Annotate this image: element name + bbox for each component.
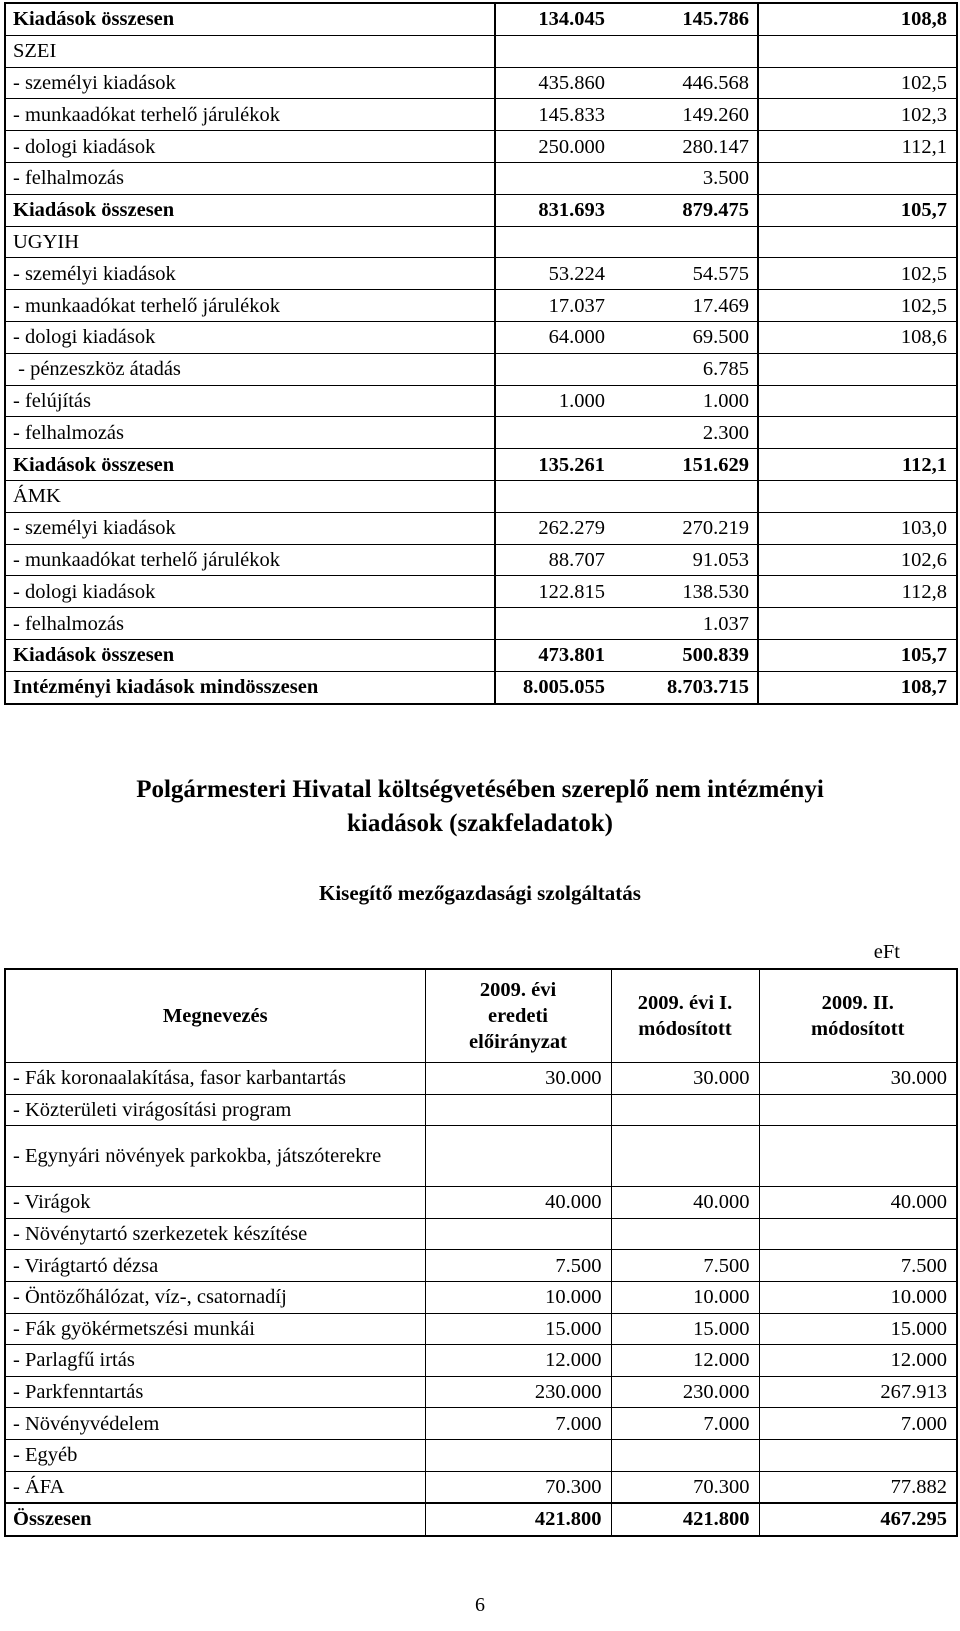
header-col3-line: módosított	[811, 1018, 905, 1040]
detail-original: 7.500	[425, 1250, 611, 1282]
detail-row	[5, 1313, 957, 1345]
detail-label: - Egynyári növények parkokba, játszóterekre	[5, 1126, 425, 1187]
detail-modified-2: 7.500	[759, 1250, 957, 1282]
detail-modified-2: 7.000	[759, 1408, 957, 1440]
detail-modified-2: 10.000	[759, 1281, 957, 1313]
summary-value-1: 64.000	[495, 321, 613, 353]
summary-value-1	[495, 480, 613, 512]
summary-index: 105,7	[758, 639, 957, 671]
summary-index: 102,5	[758, 67, 957, 99]
summary-row	[5, 449, 957, 481]
detail-label: - Fák koronaalakítása, fasor karbantartás	[5, 1063, 425, 1095]
summary-label: - személyi kiadások	[5, 67, 495, 99]
summary-label: - dologi kiadások	[5, 576, 495, 608]
summary-index: 112,1	[758, 449, 957, 481]
summary-index: 108,6	[758, 321, 957, 353]
summary-index	[758, 385, 957, 417]
header-name: Megnevezés	[5, 969, 425, 1063]
summary-value-2: 280.147	[613, 131, 758, 163]
summary-row	[5, 544, 957, 576]
detail-modified-2: 40.000	[759, 1187, 957, 1219]
summary-value-1: 831.693	[495, 194, 613, 226]
summary-index: 112,8	[758, 576, 957, 608]
summary-row	[5, 608, 957, 640]
summary-index	[758, 417, 957, 449]
summary-row	[5, 162, 957, 194]
summary-label: ÁMK	[5, 480, 495, 512]
detail-original: 7.000	[425, 1408, 611, 1440]
summary-value-2: 6.785	[613, 353, 758, 385]
detail-modified-1: 30.000	[611, 1063, 759, 1095]
summary-label: Kiadások összesen	[5, 639, 495, 671]
detail-modified-2	[759, 1126, 957, 1187]
detail-modified-1: 40.000	[611, 1187, 759, 1219]
detail-modified-1: 15.000	[611, 1313, 759, 1345]
summary-row	[5, 671, 957, 703]
detail-row	[5, 1408, 957, 1440]
detail-original: 421.800	[425, 1503, 611, 1536]
summary-label: - személyi kiadások	[5, 258, 495, 290]
summary-value-2: 91.053	[613, 544, 758, 576]
summary-label: - pénzeszköz átadás	[5, 353, 495, 385]
summary-row	[5, 226, 957, 258]
header-first-modified	[611, 969, 759, 1063]
summary-index: 102,5	[758, 258, 957, 290]
summary-value-2	[613, 480, 758, 512]
detail-modified-2: 12.000	[759, 1345, 957, 1377]
summary-label: Intézményi kiadások mindösszesen	[5, 671, 495, 703]
header-col1-line: 2009. évi	[479, 979, 557, 1001]
summary-index: 103,0	[758, 512, 957, 544]
detail-modified-1	[611, 1126, 759, 1187]
summary-index	[758, 608, 957, 640]
summary-index: 108,7	[758, 671, 957, 703]
summary-label: - személyi kiadások	[5, 512, 495, 544]
summary-index: 108,8	[758, 3, 957, 35]
header-col3-line: 2009. II.	[821, 992, 894, 1014]
detail-table	[4, 968, 958, 1537]
summary-value-2	[613, 226, 758, 258]
summary-value-2: 3.500	[613, 162, 758, 194]
summary-value-1	[495, 162, 613, 194]
summary-label: - munkaadókat terhelő járulékok	[5, 544, 495, 576]
summary-value-2	[613, 35, 758, 67]
detail-modified-1: 421.800	[611, 1503, 759, 1536]
summary-value-2: 879.475	[613, 194, 758, 226]
detail-modified-2: 77.882	[759, 1471, 957, 1503]
summary-index: 102,3	[758, 99, 957, 131]
summary-value-1: 145.833	[495, 99, 613, 131]
summary-value-1	[495, 353, 613, 385]
detail-label: - Fák gyökérmetszési munkái	[5, 1313, 425, 1345]
summary-label: - felújítás	[5, 385, 495, 417]
summary-value-1	[495, 35, 613, 67]
summary-index: 112,1	[758, 131, 957, 163]
detail-modified-1	[611, 1439, 759, 1471]
summary-row	[5, 99, 957, 131]
summary-label: - felhalmozás	[5, 162, 495, 194]
detail-original	[425, 1218, 611, 1250]
header-original-appropriation	[425, 969, 611, 1063]
summary-row	[5, 639, 957, 671]
detail-row	[5, 1094, 957, 1126]
page-heading-line2: kiadások (szakfeladatok)	[346, 810, 613, 837]
page-number: 6	[475, 1594, 485, 1616]
detail-label: - ÁFA	[5, 1471, 425, 1503]
summary-row	[5, 512, 957, 544]
detail-row	[5, 1063, 957, 1095]
summary-value-1	[495, 417, 613, 449]
summary-value-2: 1.037	[613, 608, 758, 640]
summary-value-2: 149.260	[613, 99, 758, 131]
detail-label: Összesen	[5, 1503, 425, 1536]
detail-label: - Egyéb	[5, 1439, 425, 1471]
summary-value-2: 270.219	[613, 512, 758, 544]
detail-row	[5, 1187, 957, 1219]
summary-value-1: 8.005.055	[495, 671, 613, 703]
summary-label: Kiadások összesen	[5, 449, 495, 481]
summary-label: UGYIH	[5, 226, 495, 258]
detail-modified-2: 15.000	[759, 1313, 957, 1345]
summary-value-1: 88.707	[495, 544, 613, 576]
header-second-modified	[759, 969, 957, 1063]
budget-summary-body	[5, 3, 957, 704]
detail-table-body	[5, 969, 957, 1536]
detail-modified-2: 30.000	[759, 1063, 957, 1095]
detail-label: - Virágok	[5, 1187, 425, 1219]
detail-modified-2	[759, 1439, 957, 1471]
detail-original	[425, 1094, 611, 1126]
detail-original: 40.000	[425, 1187, 611, 1219]
detail-modified-1: 230.000	[611, 1376, 759, 1408]
detail-row	[5, 1281, 957, 1313]
summary-label: - munkaadókat terhelő járulékok	[5, 290, 495, 322]
summary-index: 102,5	[758, 290, 957, 322]
summary-row	[5, 67, 957, 99]
summary-value-1: 250.000	[495, 131, 613, 163]
summary-value-2: 446.568	[613, 67, 758, 99]
summary-row	[5, 321, 957, 353]
detail-label: - Virágtartó dézsa	[5, 1250, 425, 1282]
detail-label: - Növénytartó szerkezetek készítése	[5, 1218, 425, 1250]
detail-original: 30.000	[425, 1063, 611, 1095]
detail-row	[5, 1250, 957, 1282]
summary-row	[5, 290, 957, 322]
summary-value-2: 17.469	[613, 290, 758, 322]
summary-row	[5, 576, 957, 608]
detail-label: - Parkfenntartás	[5, 1376, 425, 1408]
summary-value-2: 151.629	[613, 449, 758, 481]
summary-row	[5, 417, 957, 449]
summary-row	[5, 258, 957, 290]
summary-row	[5, 194, 957, 226]
summary-value-1: 1.000	[495, 385, 613, 417]
summary-index	[758, 353, 957, 385]
summary-value-2: 8.703.715	[613, 671, 758, 703]
summary-label: - felhalmozás	[5, 417, 495, 449]
detail-row	[5, 1376, 957, 1408]
summary-label: - munkaadókat terhelő járulékok	[5, 99, 495, 131]
detail-total-row	[5, 1503, 957, 1536]
detail-label: - Öntözőhálózat, víz-, csatornadíj	[5, 1281, 425, 1313]
detail-modified-1: 7.000	[611, 1408, 759, 1440]
detail-original: 230.000	[425, 1376, 611, 1408]
summary-value-1: 134.045	[495, 3, 613, 35]
summary-index	[758, 35, 957, 67]
detail-label: - Növényvédelem	[5, 1408, 425, 1440]
summary-value-1: 53.224	[495, 258, 613, 290]
summary-value-2: 1.000	[613, 385, 758, 417]
summary-index: 105,7	[758, 194, 957, 226]
detail-original: 10.000	[425, 1281, 611, 1313]
summary-row	[5, 353, 957, 385]
budget-summary-table	[4, 2, 958, 705]
header-col1-line: előirányzat	[469, 1031, 567, 1053]
summary-value-1: 262.279	[495, 512, 613, 544]
page-heading-line1: Polgármesteri Hivatal költségvetésében szereplő nem intézményi	[136, 776, 824, 803]
detail-header-row	[5, 969, 957, 1063]
detail-row	[5, 1471, 957, 1503]
summary-row	[5, 385, 957, 417]
header-col2-line: módosított	[638, 1018, 732, 1040]
detail-modified-1: 10.000	[611, 1281, 759, 1313]
summary-row	[5, 480, 957, 512]
summary-index: 102,6	[758, 544, 957, 576]
page-heading	[0, 773, 960, 841]
detail-original	[425, 1439, 611, 1471]
summary-index	[758, 162, 957, 194]
detail-row	[5, 1218, 957, 1250]
detail-original: 70.300	[425, 1471, 611, 1503]
summary-value-1	[495, 608, 613, 640]
summary-value-1: 435.860	[495, 67, 613, 99]
detail-modified-1: 12.000	[611, 1345, 759, 1377]
detail-modified-1	[611, 1094, 759, 1126]
detail-modified-1: 7.500	[611, 1250, 759, 1282]
summary-value-2: 2.300	[613, 417, 758, 449]
summary-label: - dologi kiadások	[5, 321, 495, 353]
summary-value-1: 122.815	[495, 576, 613, 608]
detail-row	[5, 1439, 957, 1471]
detail-original: 12.000	[425, 1345, 611, 1377]
summary-row	[5, 131, 957, 163]
summary-label: Kiadások összesen	[5, 194, 495, 226]
summary-label: SZEI	[5, 35, 495, 67]
detail-row	[5, 1126, 957, 1187]
summary-value-2: 54.575	[613, 258, 758, 290]
header-col2-line: 2009. évi I.	[637, 992, 733, 1014]
summary-value-1: 135.261	[495, 449, 613, 481]
summary-index	[758, 226, 957, 258]
summary-row	[5, 3, 957, 35]
summary-value-2: 500.839	[613, 639, 758, 671]
summary-index	[758, 480, 957, 512]
summary-label: - dologi kiadások	[5, 131, 495, 163]
detail-modified-1	[611, 1218, 759, 1250]
summary-label: Kiadások összesen	[5, 3, 495, 35]
summary-value-2: 138.530	[613, 576, 758, 608]
summary-value-2: 145.786	[613, 3, 758, 35]
detail-modified-2	[759, 1094, 957, 1126]
header-col1-line: eredeti	[488, 1005, 548, 1027]
detail-row	[5, 1345, 957, 1377]
summary-value-1: 473.801	[495, 639, 613, 671]
summary-value-1	[495, 226, 613, 258]
summary-row	[5, 35, 957, 67]
detail-original: 15.000	[425, 1313, 611, 1345]
summary-value-1: 17.037	[495, 290, 613, 322]
section-title: Kisegítő mezőgazdasági szolgáltatás	[319, 881, 641, 905]
detail-label: - Közterületi virágosítási program	[5, 1094, 425, 1126]
detail-modified-2: 267.913	[759, 1376, 957, 1408]
unit-label: eFt	[873, 941, 900, 963]
detail-modified-2: 467.295	[759, 1503, 957, 1536]
detail-label: - Parlagfű irtás	[5, 1345, 425, 1377]
summary-value-2: 69.500	[613, 321, 758, 353]
summary-label: - felhalmozás	[5, 608, 495, 640]
detail-original	[425, 1126, 611, 1187]
detail-modified-2	[759, 1218, 957, 1250]
detail-modified-1: 70.300	[611, 1471, 759, 1503]
